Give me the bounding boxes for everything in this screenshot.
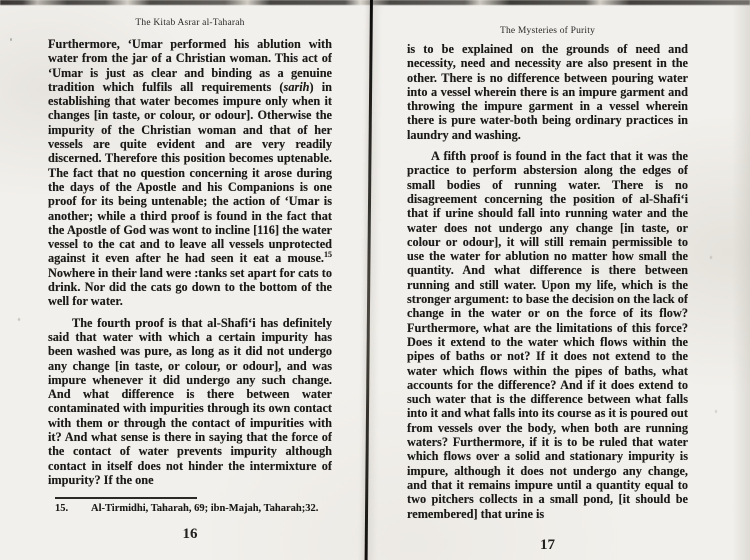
left-paragraph-2: The fourth proof is that al-Shafi‘i has definitely said that water with which a certain impurity has been washed was pure, as long as it did not undergo any change [in taste, or colour, or odour], and was impure whenever it did undergo any such change. And what difference is there between water contaminated with impurities through its own contact with them or through the contact of impurities with it? And what sense is there in saying that the force of the contact of water prevents impurity although contact in itself does not hinder the intermixture of impurity? If the one bbox=[48, 315, 332, 487]
right-page-number: 17 bbox=[540, 537, 555, 553]
left-paragraph-1-part-c: Nowhere in their land were :tanks set apart for cats to drink. Nor did the cats go down to the bottom of the well for water. bbox=[48, 265, 332, 309]
right-running-head: The Mysteries of Purity bbox=[499, 26, 596, 36]
left-body-text bbox=[48, 37, 332, 495]
left-paragraph-1-part-a: Furthermore, ‘Umar performed his ablution with water from the jar of a Christian woman. This act of ‘Umar is just as clear and binding as a genuine tradition which fulfils all requirements ( bbox=[48, 37, 332, 94]
left-running-head: The Kitab Asrar al-Taharah bbox=[135, 18, 245, 28]
scan-speck-artifacts bbox=[10, 38, 12, 41]
footnote-number: 15. bbox=[55, 503, 69, 514]
footnote-reference-marker: 15 bbox=[324, 250, 332, 260]
italic-term-sarih: sarih bbox=[283, 79, 310, 94]
left-paragraph-1 bbox=[48, 37, 332, 309]
left-page-number: 16 bbox=[182, 526, 198, 542]
left-paragraph-1-part-b: ) in establishing that water becomes impure only when it changes [in taste, or colour, or odour]. Otherwise the impurity of the Christian woman and that of her vessels are quite evident and are very readily discerned. Therefore this position becomes uptenable. The fact that no question concerning it arose during the days of the Apostle and his Companions is one proof for its being untenable; the action of ‘Umar is another; while a third proof is found in the fact that the Apostle of God was wont to incline [116] the water vessel to the cat and to leave all vessels unprotected against it even after he had seen it eat a mouse. bbox=[48, 79, 332, 266]
right-paragraph-2: A fifth proof is found in the fact that it was the practice to perform abstersion along the edges of small bodies of running water. There is no disagreement concerning the position of al-Shafi‘i that if urine should fall into running water and the water does not undergo any change [in taste, or colour or odour], it will still remain permissible to use the water for ablution no matter how small the quantity. And what difference is there between running and still water. Upon my life, which is the stronger argument: to base the decision on the lack of change in the water or on the force of its flow? Furthermore, what are the limitations of this force? Does it extend to the water which flows within the pipes of baths or not? If it does not extend to the water which flows within the pipes of baths, what accounts for the difference? And if it does extend to such water that is the difference between what falls into it and what falls into its course as it is poured out from vessels over the body, when both are running waters? Furthermore, if it is to be ruled that water which flows over a solid and stationary impurity is impure, although it does not undergo any change, and that it remains impure until a quantity equal to two pitchers collects in a small pond, [it should be remembered] that urine is bbox=[407, 149, 688, 521]
right-paragraph-1: is to be explained on the grounds of need and necessity, need and necessity are also present in the other. There is no difference between pouring water into a vessel wherein there is an impure garment and throwing the impure garment in a vessel wherein there is pure water-both being ordinary practices in laundry and washing. bbox=[407, 42, 688, 142]
right-body-text bbox=[407, 42, 688, 534]
footnote bbox=[55, 503, 327, 514]
left-page bbox=[48, 0, 332, 560]
right-page bbox=[407, 0, 688, 560]
page-gutter-line bbox=[365, 0, 373, 560]
footnote-text: Al-Tirmidhi, Taharah, 69; ibn-Majah, Taharah;32. bbox=[91, 503, 319, 514]
footnote-separator-rule bbox=[55, 497, 197, 499]
